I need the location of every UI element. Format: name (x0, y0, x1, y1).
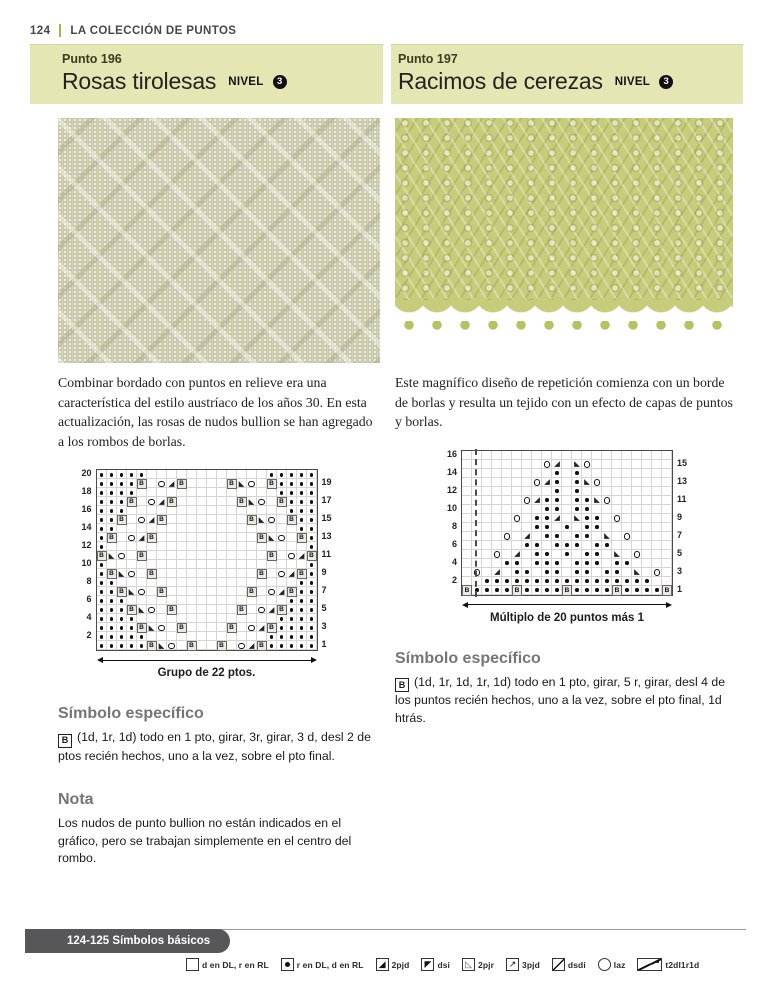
pattern-title: Rosas tirolesas (62, 68, 217, 94)
chart-caption-block (462, 601, 672, 624)
symbol-definition (395, 674, 733, 727)
stitch-count-arrow (462, 601, 672, 609)
knit-swatch-photo (58, 118, 380, 363)
page-footer (0, 929, 774, 971)
legend-item (552, 958, 586, 971)
legend-item (506, 958, 540, 971)
legend-item (598, 958, 626, 971)
pattern-197-title-band (391, 44, 743, 104)
symbol-definition-text: (1d, 1r, 1d) todo en 1 pto, girar, 3r, girar, 3 d, desl 2 de ptos recién hechos, uno a la vez, sobre el pto final. (58, 730, 371, 763)
note-heading: Nota (58, 791, 94, 809)
content-columns (0, 104, 774, 868)
section-title: LA COLECCIÓN DE PUNTOS (70, 24, 237, 37)
legend-item (421, 958, 450, 971)
chart-grid: 20 18 16 14 12 10 8 6 4 2 B ◢ B B ◣ B B ◢ B B ◣ B B ◢ B B ◣ B B ◢ B B ◣ B B ◣ B B ◢ B B ◣ B B ◢ B B ◣ B B ◢ B B ◣ B B ◢ B B ◣ B B ◢ B B ◣ B B ◢ B 19 17 15 13 11 9 7 5 3 1 (81, 468, 332, 651)
pattern-196-column (30, 104, 383, 868)
bobble-edge (395, 321, 733, 332)
sq-tri-2pjd-icon: ◢ (376, 958, 389, 971)
legend-label: 2pjr (478, 959, 495, 970)
bullion-symbol-chip: B (58, 734, 72, 748)
legend-label: d en DL, r en RL (202, 959, 269, 970)
sq-diag-dsdi-icon (552, 958, 565, 971)
sq-dot-icon (281, 958, 294, 971)
header-divider (59, 24, 61, 37)
chart-caption: Grupo de 22 ptos. (157, 667, 256, 680)
chart-caption-block (97, 656, 317, 679)
legend-item (637, 958, 699, 971)
chart-grid: 16 14 12 10 8 6 4 2 ◢ ◣ ◢ ◣ ◢ ◣ ◢ ◣ ◢ ◣ ◢ ◣ ◢ ◣ B B B B B 15 13 11 9 7 5 3 1 (445, 450, 689, 596)
footer-tab: 124-125 Símbolos básicos (25, 929, 230, 953)
legend-item (186, 958, 269, 971)
legend-item (462, 958, 494, 971)
knitting-chart (445, 450, 689, 624)
title-band-row (0, 44, 774, 104)
level-label: NIVEL (228, 75, 264, 88)
legend-label: dsdi (567, 959, 586, 970)
pattern-number: Punto 197 (398, 52, 458, 66)
level-label: NIVEL (614, 75, 651, 88)
sq-tri-dsi-icon: ◤ (421, 958, 434, 971)
level-badge: 3 (659, 75, 673, 89)
level-badge: 3 (273, 75, 287, 89)
pattern-197-column (391, 104, 743, 868)
knit-fabric (395, 118, 733, 300)
sq-empty-icon (186, 958, 199, 971)
legend-label: t2dl1r1d (665, 959, 700, 970)
legend-label: 2pjd (391, 959, 410, 970)
knitting-chart (80, 469, 334, 679)
pattern-description: Este magnífico diseño de repetición comienza con un borde de borlas y resulta un tejido con un efecto de capas de puntos y borlas. (395, 375, 733, 430)
legend-item (376, 958, 410, 971)
pattern-number: Punto 196 (62, 52, 122, 66)
pattern-description: Combinar bordado con puntos en relieve era una característica del estilo austríaco de los años 30. En esta actualización, las rosas de nudos bullion se han agregado a los rombos de borlas. (58, 375, 373, 449)
chart-caption: Múltiplo de 20 puntos más 1 (490, 611, 644, 624)
legend-label: 3pjd (522, 959, 540, 970)
legend-label: r en DL, d en RL (296, 959, 364, 970)
symbol-definition-text: (1d, 1r, 1d, 1r, 1d) todo en 1 pto, girar, 5 r, girar, desl 4 de los puntos recién hechos, uno a la vez, sobre el pto final, 1d htrás. (395, 674, 726, 725)
symbols-legend (186, 958, 774, 971)
stitch-count-arrow (97, 656, 317, 664)
wide-diag-dot-icon (637, 958, 662, 971)
symbol-definition (58, 729, 380, 765)
sq-tri-2pjr-icon: ◺ (462, 958, 475, 971)
knit-swatch-photo (395, 118, 733, 363)
note-text: Los nudos de punto bullion no están indicados en el gráfico, pero se trabajan simplemente en el centro del rombo. (58, 816, 352, 866)
symbol-section-heading: Símbolo específico (395, 649, 541, 667)
legend-label: dsi (437, 959, 451, 970)
legend-item (281, 958, 364, 971)
symbol-section-heading: Símbolo específico (58, 705, 204, 723)
page-header (0, 0, 774, 37)
pattern-title: Racimos de cerezas (398, 68, 603, 94)
pattern-196-title-band (30, 44, 383, 104)
legend-label: laz (613, 959, 626, 970)
page-number: 124 (30, 24, 51, 37)
circle-laz-icon (598, 958, 611, 971)
bullion-symbol-chip: B (395, 678, 409, 692)
sq-arrow-3pjd-icon: ↗ (506, 958, 519, 971)
